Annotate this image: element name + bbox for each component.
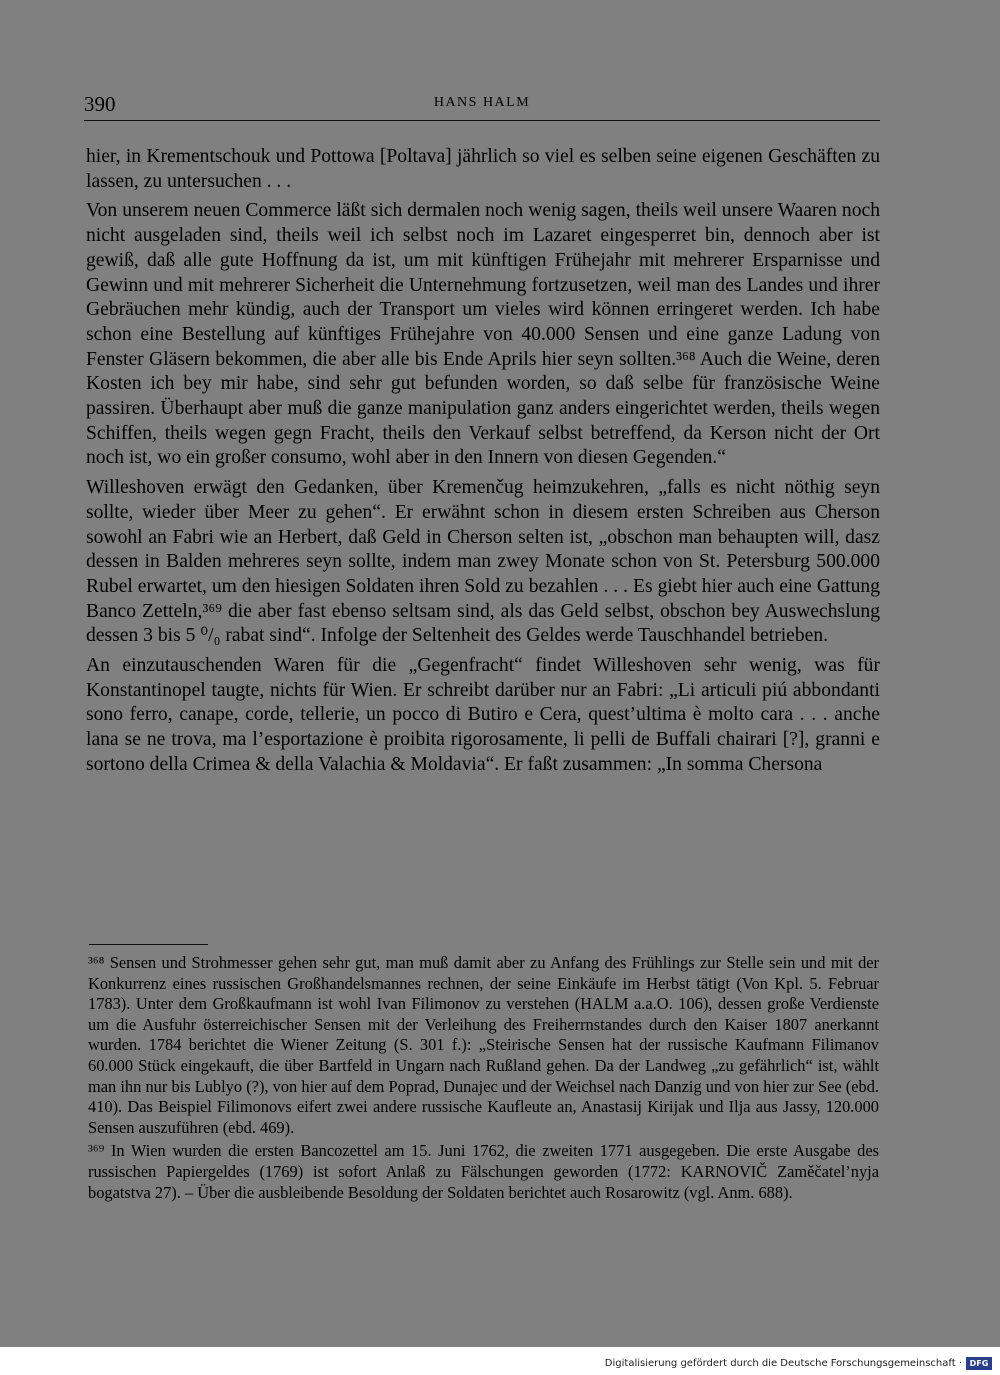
paragraph: Willeshoven erwägt den Gedanken, über Kremenčug heimzukehren, „falls es nicht nöthig seyn sollte, wieder über Meer zu gehen“. Er erwähnt schon in diesem ersten Schreiben aus Cherson sowohl an Fabri wie an Herbert, daß Geld in Cherson selten ist, „obschon man behaupten will, dasz dessen in Balden mehreres seyn sollte, indem man zwey Monate schon von St. Petersburg 500.000 Rubel erwartet, um den hiesigen Soldaten ihren Sold zu bezahlen . . . Es giebt hier auch eine Gattung Banco Zetteln,³⁶⁹ die aber fast ebenso seltsam sind, als das Geld selbst, obschon bey Auswechslung dessen 3 bis 5 ⁰/₀ rabat sind“. Infolge der Seltenheit des Geldes werde Tauschhandel betrieben. — [86, 477, 880, 647]
dfg-logo: DFG — [966, 1357, 992, 1370]
digitization-footer — [0, 1347, 1000, 1375]
paragraph: hier, in Krementschouk und Pottowa [Poltava] jährlich so viel es selben seine eigenen Geschäften zu lassen, zu untersuchen . . . — [86, 146, 880, 192]
page-header — [84, 92, 880, 120]
page-number: 390 — [84, 92, 116, 116]
footnote-368: ³⁶⁸ Sensen und Strohmesser gehen sehr gut, man muß damit aber zu Anfang des Frühlings zur Stelle sein und mit der Konkurrenz eines russischen Großhandelsmannes rechnen, der seine Einkäufe im Herbst tätigt (Von Kpl. 5. Februar 1783). Unter dem Großkaufmann ist wohl Ivan Filimonov zu verstehen (HALM a.a.O. 106), dessen große Verdienste um die Ausfuhr österreichischer Sensen mit der Verleihung des Freiherrnstandes durch den Kaiser 1807 anerkannt wurden. 1784 berichtet die Wiener Zeitung (S. 301 f.): „Steirische Sensen hat der russische Kaufmann Filimanov 60.000 Stück eingekauft, die über Bartfeld in Ungarn nach Rußland gehen. Da der Landweg „zu gefährlich“ ist, wählt man ihn nur bis Lublyo (?), von hier auf dem Poprad, Dunajec und der Weichsel nach Danzig und von hier zur See (ebd. 410). Das Beispiel Filimonovs eifert zwei andere russische Kaufleute an, Anastasij Kirijak und Ilja aus Jassy, 120.000 Sensen auszuführen (ebd. 469). — [88, 953, 879, 1137]
footnote-rule — [89, 944, 208, 945]
digitization-credit: Digitalisierung gefördert durch die Deutsche Forschungsgemeinschaft · — [604, 1358, 962, 1369]
footnotes — [88, 953, 879, 1203]
paragraph: An einzutauschenden Waren für die „Gegenfracht“ findet Willeshoven sehr wenig, was für Konstantinopel taugte, nichts für Wien. Er schreibt darüber nur an Fabri: „Li articuli piú abbondanti sono ferro, canape, corde, tellerie, un pocco di Butiro e Cera, quest’ultima è molto cara . . . anche lana se ne trova, ma l’esportazione è proibita rigorosamente, li pelli de Buffali chairari [?], granni e sortono della Crimea & della Valachia & Moldavia“. Er faßt zusammen: „In somma Chersona — [86, 655, 880, 775]
running-head: HANS HALM — [433, 95, 531, 110]
header-rule — [84, 120, 880, 121]
paragraph: Von unserem neuen Commerce läßt sich dermalen noch wenig sagen, theils weil unsere Waaren noch nicht ausgeladen sind, theils weil ich selbst noch im Lazaret eingesperret bin, dennoch aber ist gewiß, daß alle gute Hoffnung da ist, um mit künftigen Frühejahr mit mehrerer Ersparnisse und Gewinn und mit mehrerer Sicherheit die Unternehmung fortzusetzen, weil man des Landes und ihrer Gebräuchen mehr kündig, auch der Transport um vieles wird können erringeret werden. Ich habe schon eine Bestellung auf künftiges Frühejahre von 40.000 Sensen und eine ganze Ladung von Fenster Gläsern bekommen, die aber alle bis Ende Aprils hier seyn sollten.³⁶⁸ Auch die Weine, deren Kosten ich bey mir habe, sind sehr gut befunden worden, so daß selbe für französische Weine passiren. Überhaupt aber muß die ganze manipulation ganz anders eingerichtet werden, theils wegen Schiffen, theils wegen gegn Fracht, theils den Verkauf selbst betreffend, da Kerson nicht der Ort noch ist, wo ein großer consumo, wohl aber in den Innern von diesen Gegenden.“ — [86, 200, 880, 469]
body-text — [86, 145, 880, 778]
footnote-369: ³⁶⁹ In Wien wurden die ersten Bancozettel am 15. Juni 1762, die zweiten 1771 ausgegeben. Die erste Ausgabe des russischen Papiergeldes (1769) ist sofort Anlaß zu Fälschungen geworden (1772: KARNOVIČ Zaměčatel’nyja bogatstva 27). – Über die ausbleibende Besoldung der Soldaten berichtet auch Rosarowitz (vgl. Anm. 688). — [88, 1141, 879, 1202]
